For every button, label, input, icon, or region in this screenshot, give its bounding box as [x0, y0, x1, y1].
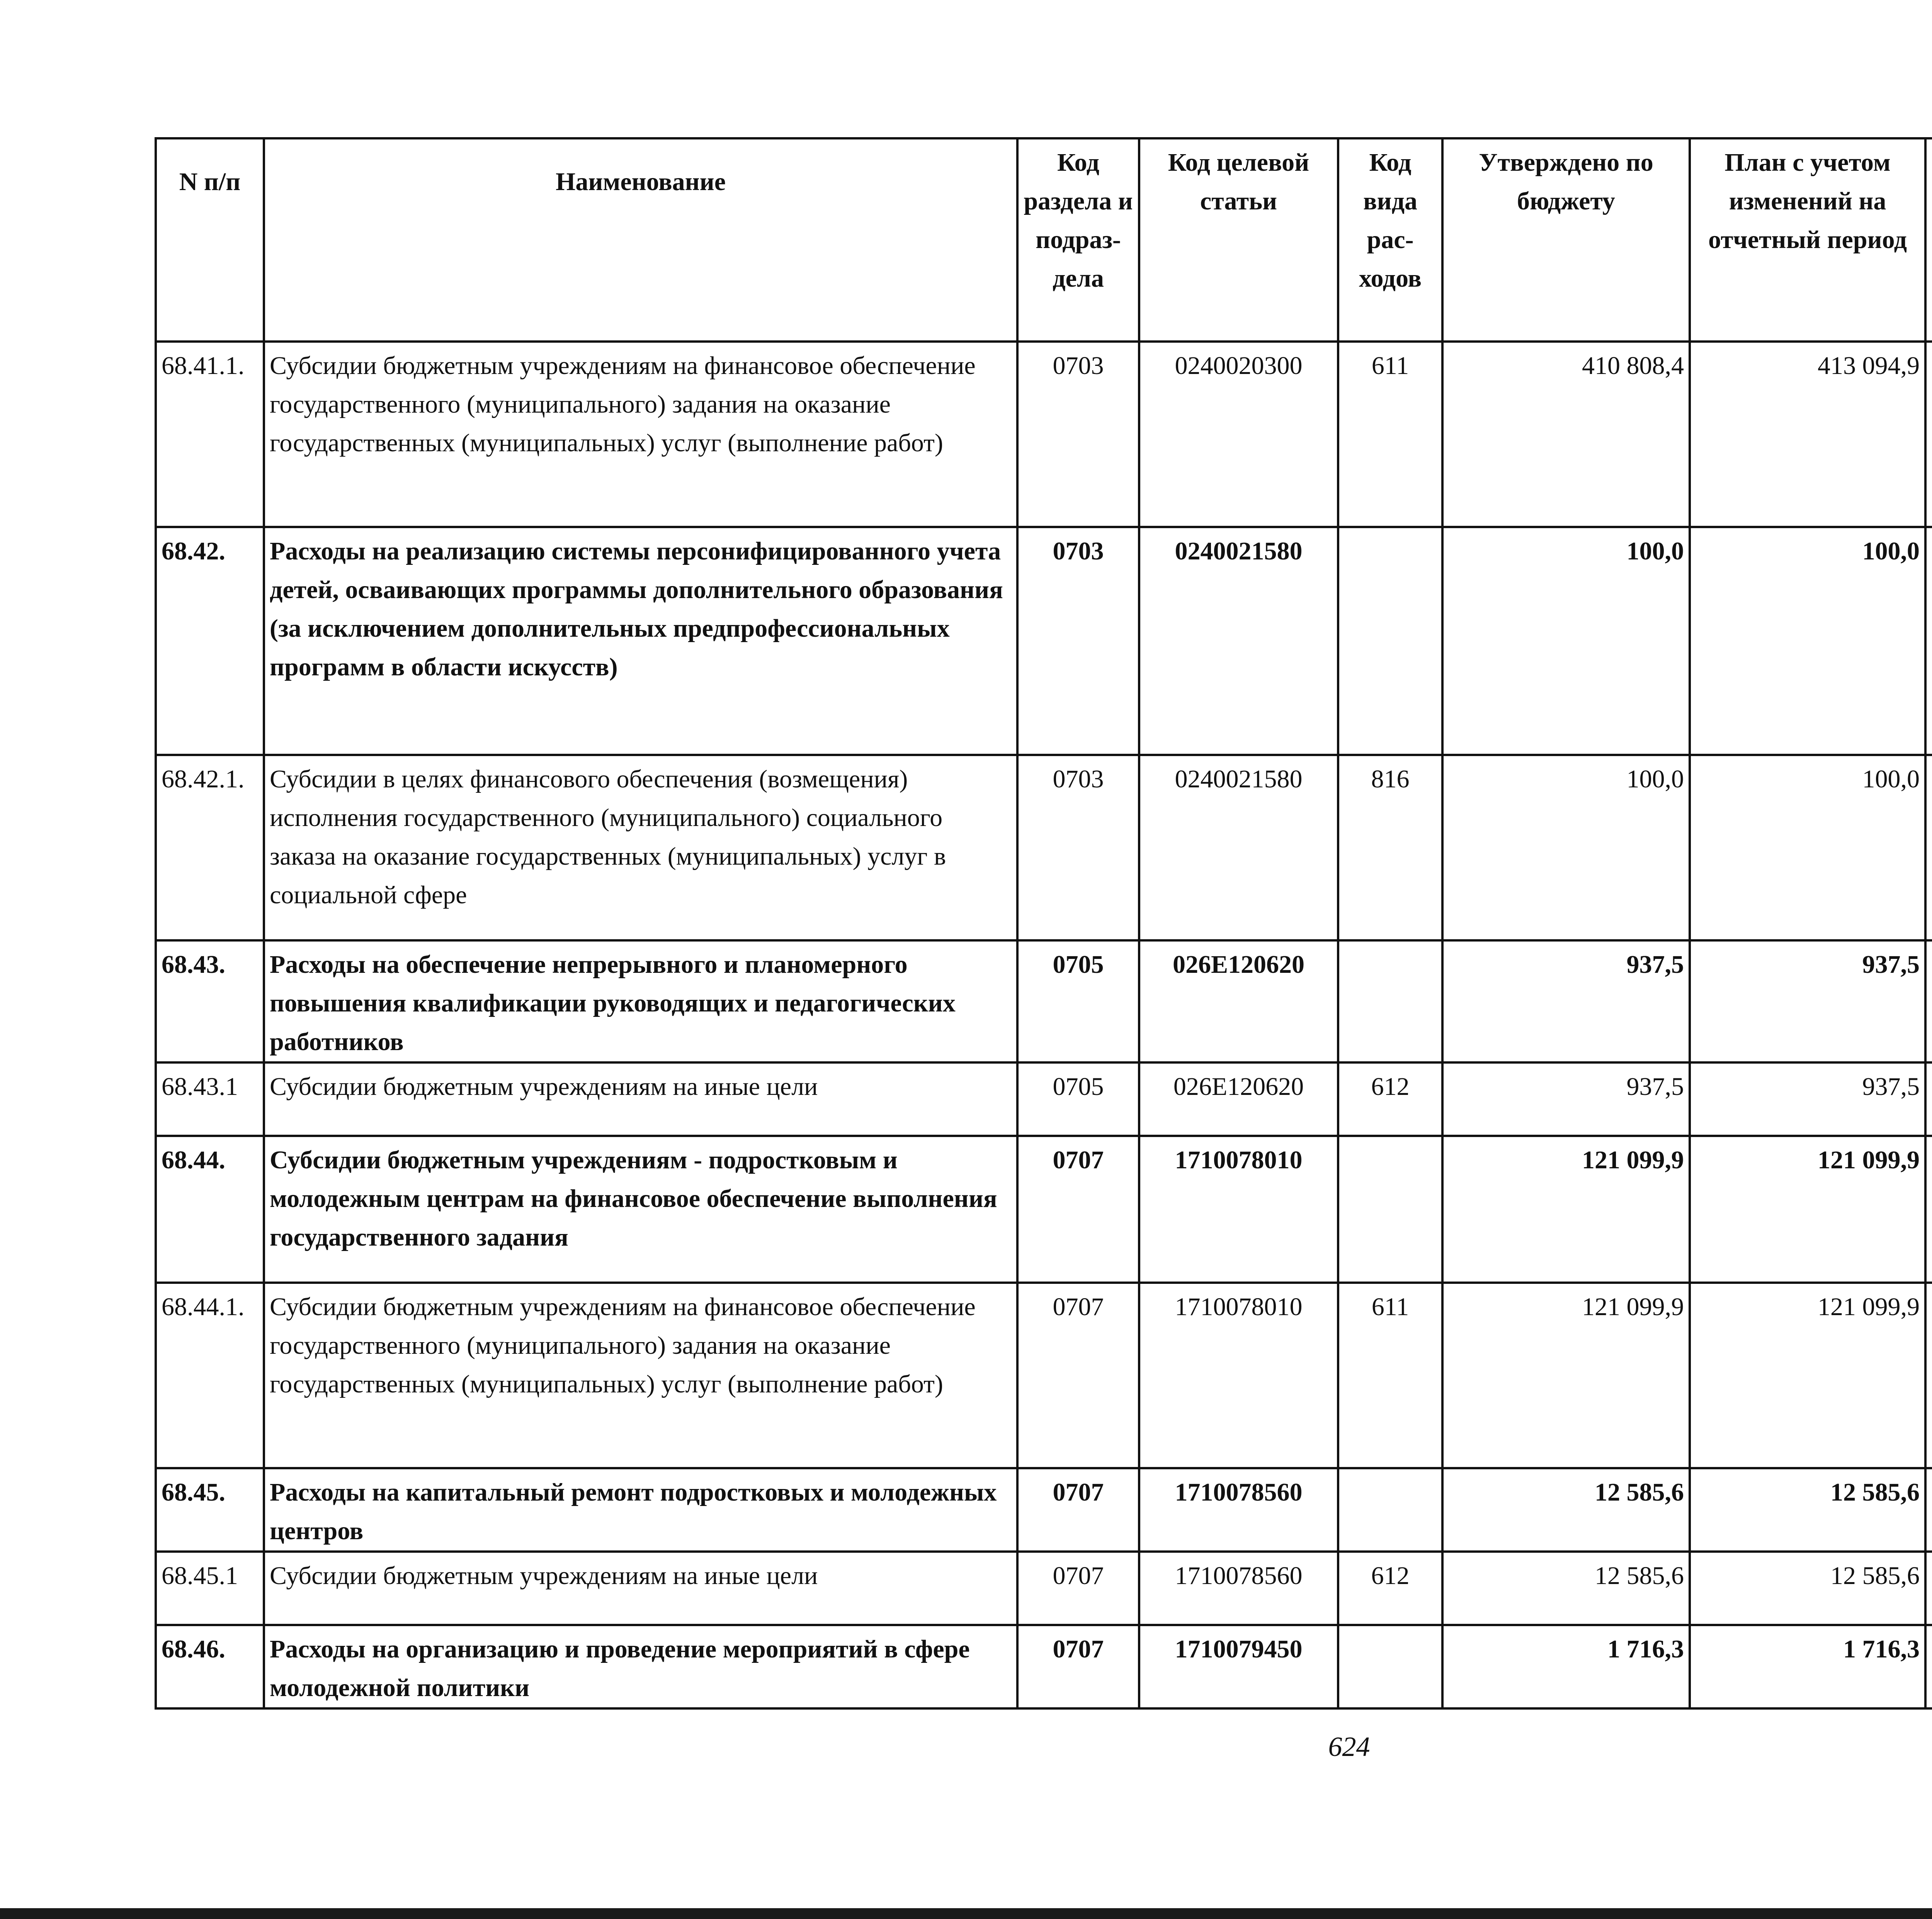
cell-plan: 12 585,6 [1690, 1552, 1925, 1625]
cell-done [1925, 1283, 1932, 1468]
cell-budget: 121 099,9 [1442, 1136, 1690, 1283]
cell-done [1925, 1552, 1932, 1625]
table-row [156, 342, 1932, 527]
cell-name: Субсидии бюджетным учреждениям на финансовое обеспечение государственного (муниципального) задания на оказание государственных (муниципальных) услуг (выполнение работ) [264, 1283, 1017, 1468]
cell-plan: 100,0 [1690, 755, 1925, 940]
header-vid: Код вида рас-ходов [1338, 138, 1442, 342]
cell-num: 68.45.1 [156, 1552, 264, 1625]
cell-name: Субсидии бюджетным учреждениям на иные цели [264, 1062, 1017, 1136]
cell-num: 68.43.1 [156, 1062, 264, 1136]
cell-razdel: 0703 [1017, 527, 1139, 755]
cell-vid: 816 [1338, 755, 1442, 940]
cell-vid: 612 [1338, 1062, 1442, 1136]
header-num: N п/п [156, 138, 264, 342]
table-row [156, 1062, 1932, 1136]
cell-num: 68.46. [156, 1625, 264, 1708]
cell-statya: 1710079450 [1139, 1625, 1338, 1708]
cell-razdel: 0707 [1017, 1468, 1139, 1552]
header-budget: Утверждено по бюджету [1442, 138, 1690, 342]
cell-num: 68.43. [156, 940, 264, 1062]
cell-budget: 1 716,3 [1442, 1625, 1690, 1708]
header-done [1925, 138, 1932, 342]
cell-name: Субсидии бюджетным учреждениям на иные цели [264, 1552, 1017, 1625]
cell-plan: 121 099,9 [1690, 1283, 1925, 1468]
cell-done [1925, 527, 1932, 755]
cell-plan: 937,5 [1690, 940, 1925, 1062]
cell-razdel: 0707 [1017, 1625, 1139, 1708]
cell-vid [1338, 527, 1442, 755]
table-row [156, 940, 1932, 1062]
cell-vid: 611 [1338, 342, 1442, 527]
cell-done [1925, 1136, 1932, 1283]
cell-razdel: 0707 [1017, 1136, 1139, 1283]
cell-statya: 1710078560 [1139, 1552, 1338, 1625]
cell-name: Субсидии бюджетным учреждениям на финансовое обеспечение государственного (муниципального) задания на оказание государственных (муниципальных) услуг (выполнение работ) [264, 342, 1017, 527]
cell-razdel: 0705 [1017, 940, 1139, 1062]
cell-plan: 100,0 [1690, 527, 1925, 755]
cell-razdel: 0703 [1017, 342, 1139, 527]
cell-num: 68.41.1. [156, 342, 264, 527]
table-row [156, 1468, 1932, 1552]
cell-done [1925, 755, 1932, 940]
cell-plan: 413 094,9 [1690, 342, 1925, 527]
cell-budget: 100,0 [1442, 755, 1690, 940]
cell-vid [1338, 1468, 1442, 1552]
cell-done [1925, 342, 1932, 527]
header-plan: План с учетом изменений на отчетный период [1690, 138, 1925, 342]
cell-num: 68.42.1. [156, 755, 264, 940]
cell-name: Расходы на организацию и проведение мероприятий в сфере молодежной политики [264, 1625, 1017, 1708]
cell-num: 68.45. [156, 1468, 264, 1552]
cell-budget: 937,5 [1442, 940, 1690, 1062]
cell-statya: 1710078560 [1139, 1468, 1338, 1552]
cell-plan: 937,5 [1690, 1062, 1925, 1136]
cell-num: 68.42. [156, 527, 264, 755]
cell-statya: 026E120620 [1139, 940, 1338, 1062]
cell-plan: 121 099,9 [1690, 1136, 1925, 1283]
cell-budget: 121 099,9 [1442, 1283, 1690, 1468]
page-number: 624 [1328, 1731, 1370, 1762]
cell-vid: 612 [1338, 1552, 1442, 1625]
budget-table-container [155, 137, 1932, 1710]
cell-num: 68.44. [156, 1136, 264, 1283]
cell-plan: 1 716,3 [1690, 1625, 1925, 1708]
cell-name: Субсидии бюджетным учреждениям - подростковым и молодежным центрам на финансовое обеспечение выполнения государственного задания [264, 1136, 1017, 1283]
table-row [156, 527, 1932, 755]
table-row [156, 1552, 1932, 1625]
cell-budget: 410 808,4 [1442, 342, 1690, 527]
cell-statya: 0240021580 [1139, 755, 1338, 940]
cell-statya: 026E120620 [1139, 1062, 1338, 1136]
cell-name: Расходы на реализацию системы персонифицированного учета детей, осваивающих программы дополнительного образования (за исключением дополнительных предпрофессиональных программ в области искусств) [264, 527, 1017, 755]
cell-statya: 1710078010 [1139, 1136, 1338, 1283]
table-body [156, 342, 1932, 1708]
budget-execution-table [155, 137, 1932, 1710]
cell-name: Субсидии в целях финансового обеспечения (возмещения) исполнения государственного (муниципального) социального заказа на оказание государственных (муниципальных) услуг в социальной сфере [264, 755, 1017, 940]
table-row [156, 1136, 1932, 1283]
cell-vid [1338, 940, 1442, 1062]
cell-statya: 0240021580 [1139, 527, 1338, 755]
cell-done [1925, 1062, 1932, 1136]
cell-name: Расходы на капитальный ремонт подростковых и молодежных центров [264, 1468, 1017, 1552]
cell-budget: 100,0 [1442, 527, 1690, 755]
table-header [156, 138, 1932, 342]
table-row [156, 755, 1932, 940]
cell-name: Расходы на обеспечение непрерывного и планомерного повышения квалификации руководящих и педагогических работников [264, 940, 1017, 1062]
header-statya: Код целевой статьи [1139, 138, 1338, 342]
cell-done [1925, 1468, 1932, 1552]
cell-budget: 12 585,6 [1442, 1552, 1690, 1625]
table-row [156, 1283, 1932, 1468]
cell-num: 68.44.1. [156, 1283, 264, 1468]
cell-statya: 0240020300 [1139, 342, 1338, 527]
cell-vid [1338, 1625, 1442, 1708]
cell-plan: 12 585,6 [1690, 1468, 1925, 1552]
cell-vid: 611 [1338, 1283, 1442, 1468]
cell-razdel: 0705 [1017, 1062, 1139, 1136]
scan-border-bottom [0, 1908, 1932, 1919]
cell-vid [1338, 1136, 1442, 1283]
cell-budget: 937,5 [1442, 1062, 1690, 1136]
header-name: Наименование [264, 138, 1017, 342]
header-razdel: Код раздела и подраз-дела [1017, 138, 1139, 342]
cell-razdel: 0703 [1017, 755, 1139, 940]
cell-budget: 12 585,6 [1442, 1468, 1690, 1552]
table-row [156, 1625, 1932, 1708]
cell-razdel: 0707 [1017, 1283, 1139, 1468]
cell-done [1925, 1625, 1932, 1708]
cell-razdel: 0707 [1017, 1552, 1139, 1625]
cell-statya: 1710078010 [1139, 1283, 1338, 1468]
cell-done [1925, 940, 1932, 1062]
